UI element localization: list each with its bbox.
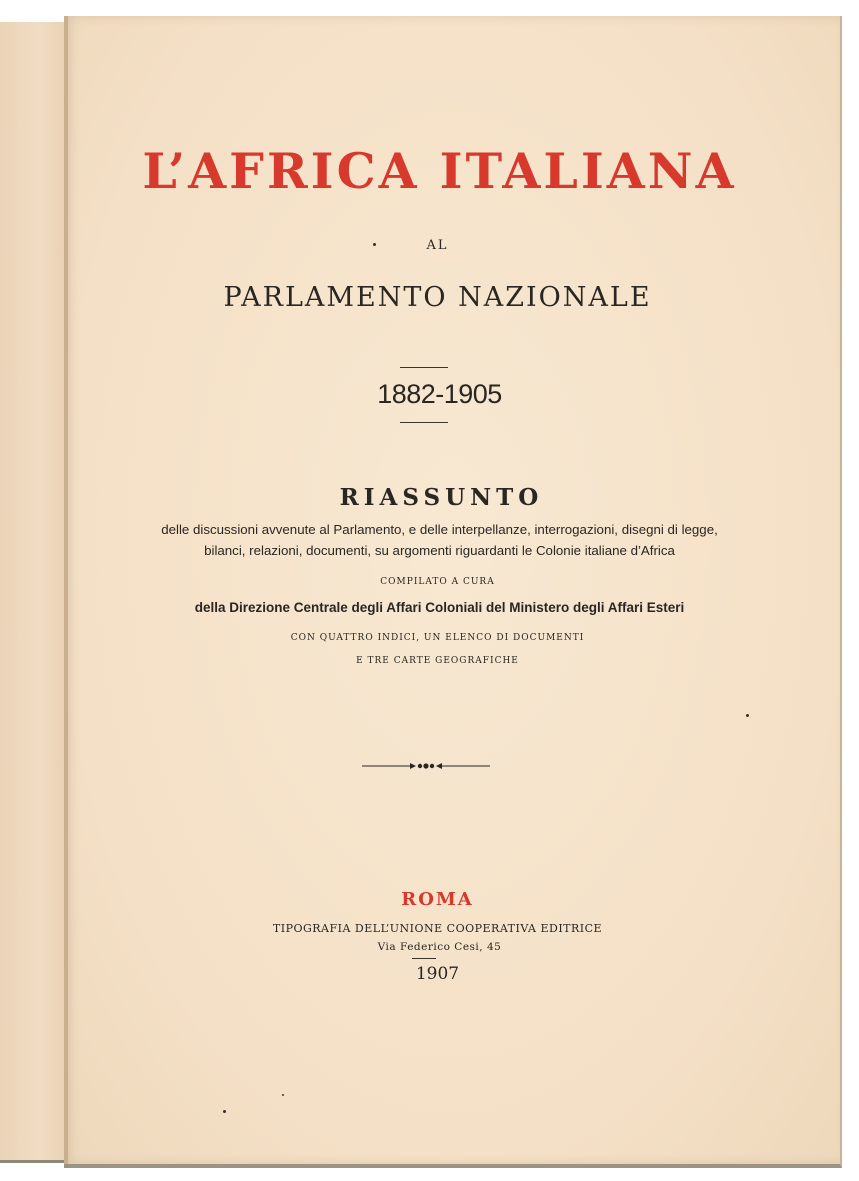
- paper-speck: [282, 1094, 284, 1096]
- year-range: 1882-1905: [377, 379, 502, 409]
- paper-speck: [223, 1110, 226, 1113]
- paper-speck: [373, 243, 376, 246]
- imprint-publisher: TIPOGRAFIA DELL’UNIONE COOPERATIVA EDITRICE: [272, 922, 603, 935]
- compiling-authority: della Direzione Centrale degli Affari Coloniali del Ministero degli Affari Esteri: [194, 600, 685, 615]
- compiled-by-label: COMPILATO A CURA: [380, 577, 495, 587]
- imprint-city: ROMA: [401, 889, 474, 910]
- section-heading: RIASSUNTO: [339, 484, 544, 511]
- imprint-rule: [412, 958, 436, 959]
- ornamental-divider-icon: [360, 760, 492, 772]
- divider-rule-bottom: [400, 422, 448, 423]
- book-title: L’AFRICA ITALIANA: [142, 142, 737, 200]
- description-line-1: delle discussioni avvenute al Parlamento, e delle interpellanze, interrogazioni, disegni di legge,: [161, 522, 718, 537]
- contents-note-line-1: CON QUATTRO INDICI, UN ELENCO DI DOCUMENTI: [290, 633, 585, 643]
- book-subtitle: PARLAMENTO NAZIONALE: [223, 282, 652, 313]
- title-connector: AL: [426, 238, 449, 253]
- divider-rule-top: [400, 367, 448, 368]
- contents-note-line-2: E TRE CARTE GEOGRAFICHE: [356, 656, 519, 666]
- imprint-address: Via Federico Cesi, 45: [377, 941, 502, 953]
- publication-year: 1907: [415, 964, 460, 984]
- paper-speck: [746, 714, 749, 717]
- description-line-2: bilanci, relazioni, documenti, su argomenti riguardanti le Colonie italiane d’Africa: [204, 543, 675, 558]
